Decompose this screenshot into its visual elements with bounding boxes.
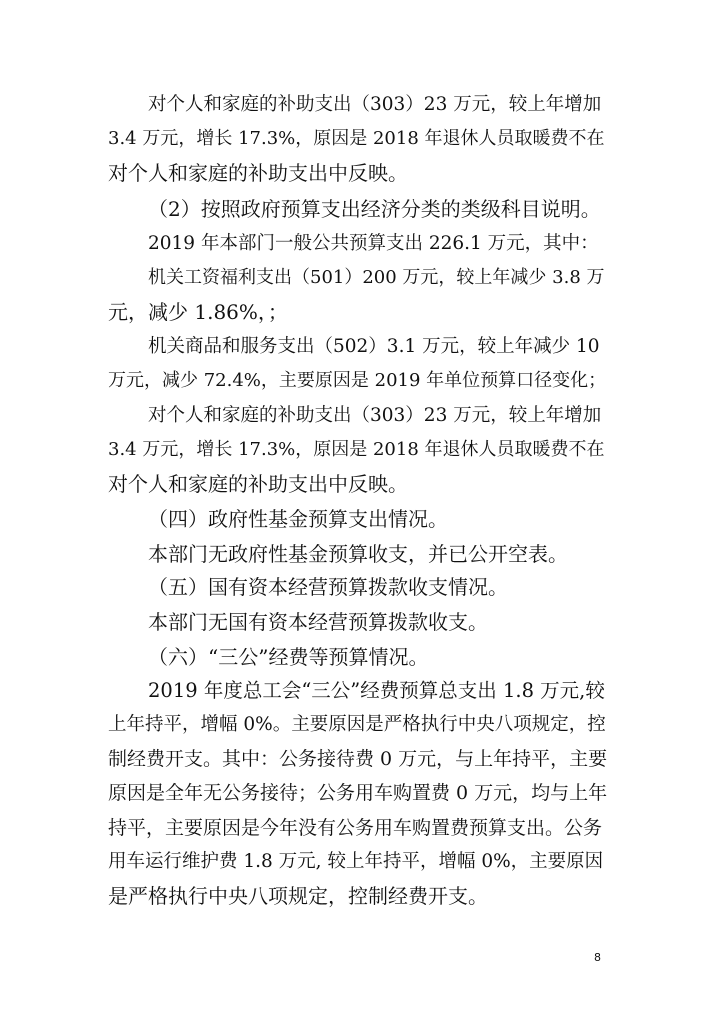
text-line: 制经费开支。其中：公务接待费 0 万元，与上年持平，主要 [108,748,608,770]
text-line: （2）按照政府预算支出经济分类的类级科目说明。 [148,197,601,221]
page-number: 8 [594,951,601,964]
text-line: 是严格执行中央八项规定，控制经费开支。 [108,884,488,908]
text-line: 机关工资福利支出（501）200 万元，较上年减少 3.8 万 [148,267,605,288]
text-line: 元，减少 1.86%，； [108,300,288,324]
text-line: 2019 年度总工会“三公”经费预算总支出 1.8 万元,较 [148,679,605,702]
text-line: 机关商品和服务支出（502）3.1 万元，较上年减少 10 [148,336,600,357]
text-line: 本部门无国有资本经营预算拨款收支。 [148,610,488,634]
section-heading: （六）“三公”经费等预算情况。 [148,645,429,669]
text-line: 对个人和家庭的补助支出中反映。 [108,161,408,185]
text-line: 3.4 万元，增长 17.3%，原因是 2018 年退休人员取暖费不在 [108,439,605,460]
text-line: 对个人和家庭的补助支出（303）23 万元，较上年增加 [148,94,602,115]
text-line: 上年持平，增幅 0%。主要原因是严格执行中央八项规定，控 [108,714,606,735]
section-heading: （五）国有资本经营预算拨款收支情况。 [148,575,508,599]
text-line: 对个人和家庭的补助支出中反映。 [108,472,408,496]
section-heading: （四）政府性基金预算支出情况。 [148,507,448,531]
text-line: 万元，减少 72.4%，主要原因是 2019 年单位预算口径变化； [108,370,607,391]
text-line: 用车运行维护费 1.8 万元, 较上年持平，增幅 0%，主要原因 [108,851,604,872]
text-line: 3.4 万元，增长 17.3%，原因是 2018 年退休人员取暖费不在 [108,128,605,149]
text-line: 对个人和家庭的补助支出（303）23 万元，较上年增加 [148,405,602,426]
text-line: 2019 年本部门一般公共预算支出 226.1 万元，其中： [148,233,599,254]
text-line: 原因是全年无公务接待；公务用车购置费 0 万元，均与上年 [108,782,608,804]
text-line: 持平，主要原因是今年没有公务用车购置费预算支出。公务 [108,817,603,839]
text-line: 本部门无政府性基金预算收支，并已公开空表。 [148,542,568,566]
